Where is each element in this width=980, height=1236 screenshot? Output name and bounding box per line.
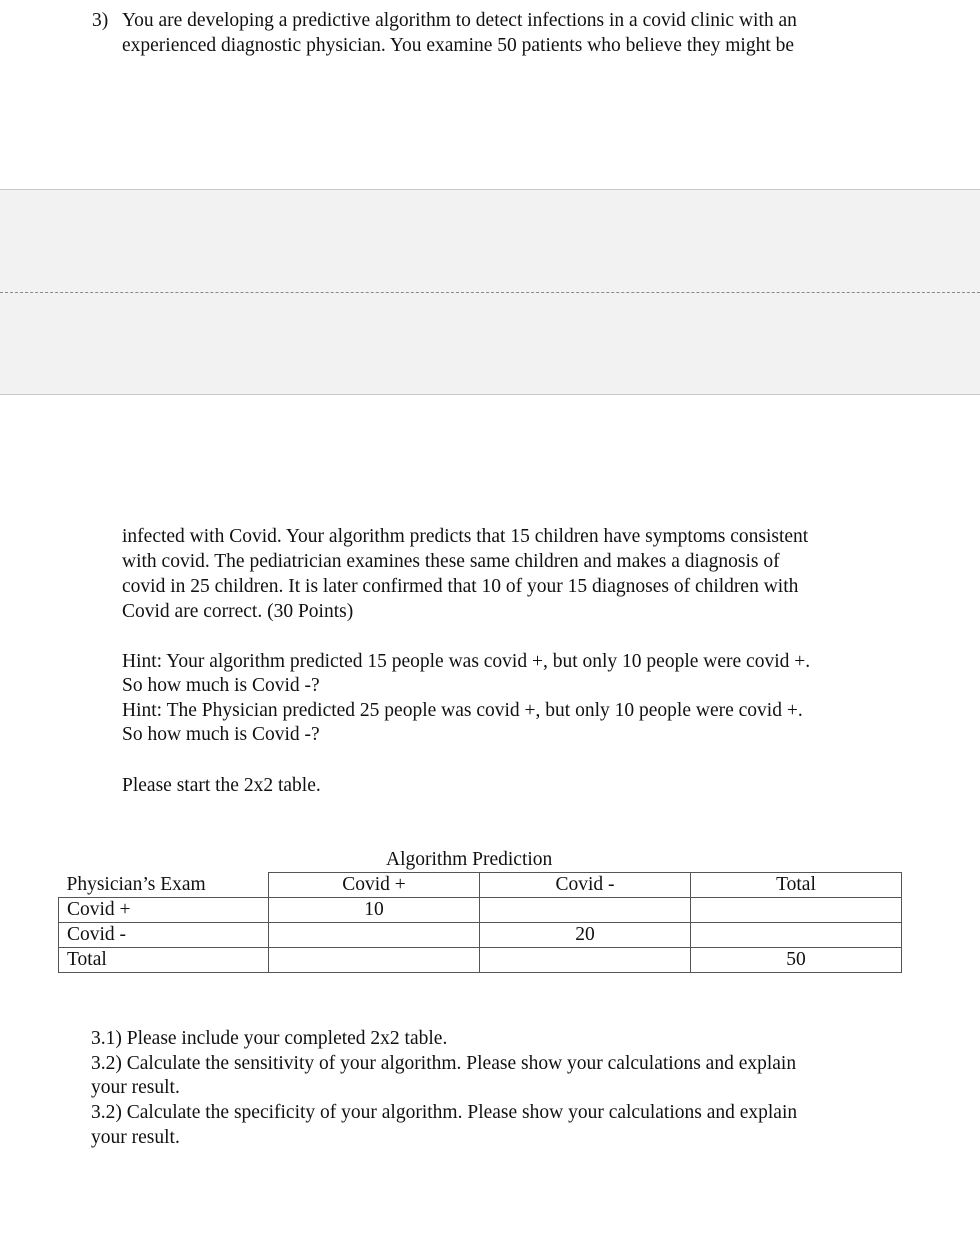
- table-cell: [480, 948, 691, 973]
- question-intro-line-1: You are developing a predictive algorithm to detect infections in a covid clinic with an: [122, 10, 797, 31]
- question-text-line-3: covid in 25 children. It is later confirmed that 10 of your 15 diagnoses of children with: [122, 576, 799, 597]
- subquestion-3-1: 3.1) Please include your completed 2x2 table.: [91, 1028, 448, 1049]
- table-row: [59, 898, 902, 923]
- table-header-row: [59, 873, 902, 898]
- instruction-text: Please start the 2x2 table.: [122, 775, 321, 796]
- table-row: [59, 948, 902, 973]
- question-text-line-1: infected with Covid. Your algorithm predicts that 15 children have symptoms consistent: [122, 526, 809, 547]
- subquestion-3-2-sensitivity: 3.2) Calculate the sensitivity of your algorithm. Please show your calculations and explain: [91, 1053, 797, 1074]
- hint-1-line-1: Hint: Your algorithm predicted 15 people was covid +, but only 10 people were covid +.: [122, 651, 811, 672]
- row-label-covid-negative: Covid -: [59, 923, 269, 948]
- table-cell: 50: [691, 948, 902, 973]
- subquestion-3-2-sensitivity-cont: your result.: [91, 1077, 180, 1098]
- table-cell: [691, 898, 902, 923]
- subquestion-3-2-specificity: 3.2) Calculate the specificity of your algorithm. Please show your calculations and explain: [91, 1102, 798, 1123]
- table-cell: 20: [480, 923, 691, 948]
- column-header-covid-positive: Covid +: [269, 873, 480, 898]
- table-cell: [269, 923, 480, 948]
- table-row: [59, 923, 902, 948]
- row-label-total: Total: [59, 948, 269, 973]
- question-intro-line-2: experienced diagnostic physician. You examine 50 patients who believe they might be: [122, 34, 795, 56]
- column-header-total: Total: [691, 873, 902, 898]
- hint-2-line-2: So how much is Covid -?: [122, 724, 320, 745]
- question-number: 3): [92, 10, 109, 31]
- column-header-covid-negative: Covid -: [480, 873, 691, 898]
- hint-1-line-2: So how much is Covid -?: [122, 675, 320, 696]
- table-cell: 10: [269, 898, 480, 923]
- table-title: Algorithm Prediction: [386, 849, 553, 870]
- hint-2-line-1: Hint: The Physician predicted 25 people was covid +, but only 10 people were covid +.: [122, 700, 803, 721]
- row-header-label: Physician’s Exam: [59, 873, 269, 898]
- subquestion-3-2-specificity-cont: your result.: [91, 1127, 180, 1148]
- table-cell: [691, 923, 902, 948]
- question-text-line-2: with covid. The pediatrician examines these same children and makes a diagnosis of: [122, 551, 780, 572]
- table-cell: [269, 948, 480, 973]
- page-break-dashed-line: [0, 292, 980, 293]
- contingency-table: [58, 872, 902, 973]
- question-text-line-4: Covid are correct. (30 Points): [122, 601, 354, 622]
- row-label-covid-positive: Covid +: [59, 898, 269, 923]
- table-cell: [480, 898, 691, 923]
